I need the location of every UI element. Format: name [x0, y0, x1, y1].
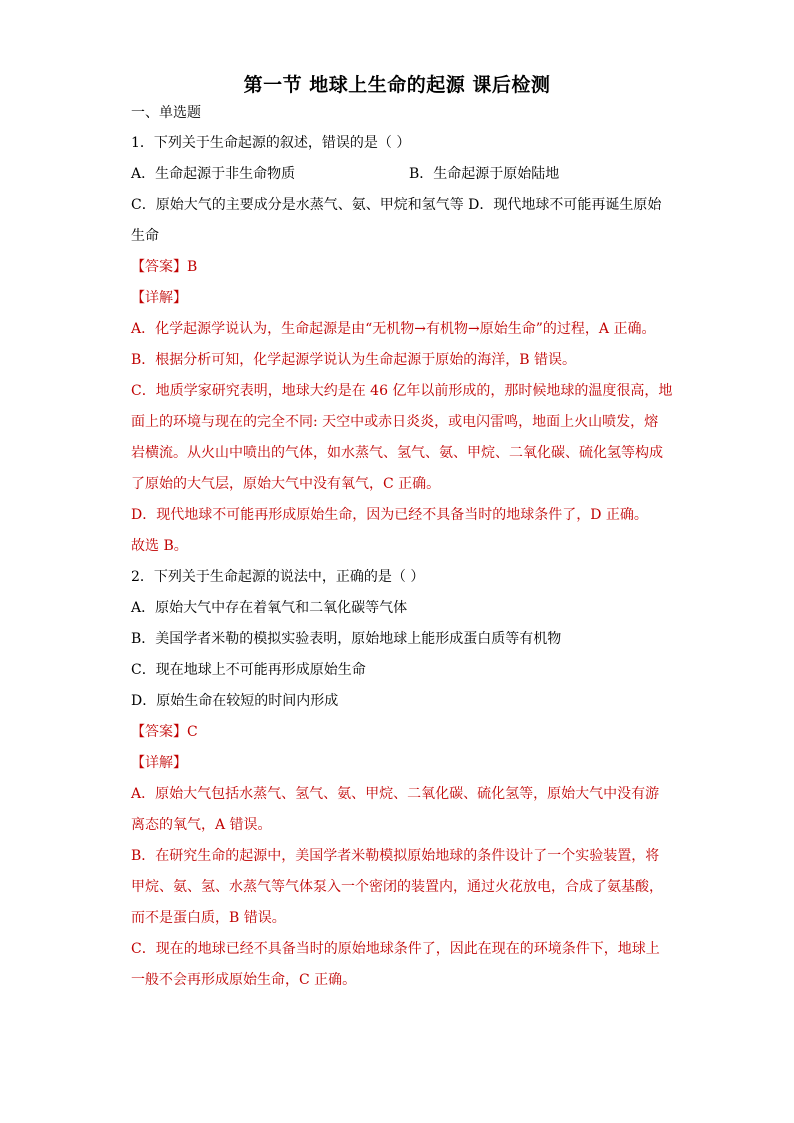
- q2-exp-line: 离态的氧气，A 错误。: [131, 817, 272, 833]
- section-heading: 一、单选题: [131, 105, 201, 121]
- q2-exp-line: 而不是蛋白质，B 错误。: [131, 910, 286, 926]
- answer-tag: 【答案】: [131, 724, 187, 740]
- answer-value: C: [187, 724, 198, 740]
- q2-option-d: D．原始生命在较短的时间内形成: [131, 693, 339, 709]
- q2-exp-line: B．在研究生命的起源中，美国学者米勒模拟原始地球的条件设计了一个实验装置，将: [131, 848, 660, 864]
- q2-exp-line: 一般不会再形成原始生命，C 正确。: [131, 972, 357, 988]
- q1-exp-line: 岩横流。从火山中喷出的气体，如水蒸气、氢气、氨、甲烷、二氧化碳、硫化氢等构成: [131, 445, 663, 461]
- q1-option-cd: C．原始大气的主要成分是水蒸气、氨、甲烷和氢气等 D．现代地球不可能再诞生原始: [131, 197, 662, 213]
- q2-answer: [131, 722, 671, 753]
- q1-option-d-cont: 生命: [131, 228, 159, 244]
- q2-option-a: A．原始大气中存在着氧气和二氧化碳等气体: [131, 600, 408, 616]
- q1-exp-line: D．现代地球不可能再形成原始生命，因为已经不具备当时的地球条件了，D 正确。: [131, 507, 648, 523]
- q2-detail-tag: 【详解】: [131, 755, 187, 771]
- q1-exp-line: B．根据分析可知，化学起源学说认为生命起源于原始的海洋，B 错误。: [131, 352, 577, 368]
- document-body: [131, 103, 671, 1001]
- answer-tag: 【答案】: [131, 259, 187, 275]
- q1-exp-line: A．化学起源学说认为，生命起源是由“无机物→有机物→原始生命”的过程，A 正确。: [131, 321, 656, 337]
- q1-answer: [131, 257, 671, 288]
- q2-exp-line: A．原始大气包括水蒸气、氢气、氨、甲烷、二氧化碳、硫化氢等，原始大气中没有游: [131, 786, 660, 802]
- q2-option-b: B．美国学者米勒的模拟实验表明，原始地球上能形成蛋白质等有机物: [131, 631, 562, 647]
- q1-exp-line: 面上的环境与现在的完全不同: 天空中或赤日炎炎，或电闪雷鸣，地面上火山喷发，熔: [131, 414, 659, 430]
- q1-detail-tag: 【详解】: [131, 290, 187, 306]
- q2-exp-line: C．现在的地球已经不具备当时的原始地球条件了，因此在现在的环境条件下，地球上: [131, 941, 660, 957]
- q1-options-ab: [131, 164, 671, 195]
- q2-exp-line: 甲烷、氨、氢、水蒸气等气体泵入一个密闭的装置内，通过火花放电，合成了氨基酸，: [131, 879, 663, 895]
- page-title: 第一节 地球上生命的起源 课后检测: [243, 74, 551, 96]
- q1-exp-line: 了原始的大气层，原始大气中没有氧气，C 正确。: [131, 476, 441, 492]
- q2-stem: 2．下列关于生命起源的说法中，正确的是（ ）: [131, 569, 425, 585]
- q1-exp-line: C．地质学家研究表明，地球大约是在 46 亿年以前形成的，那时候地球的温度很高，地: [131, 383, 673, 399]
- q1-exp-line: 故选 B。: [131, 538, 188, 554]
- answer-value: B: [187, 259, 198, 275]
- q1-stem: 1．下列关于生命起源的叙述，错误的是（ ）: [131, 135, 411, 151]
- q1-option-a: A．生命起源于非生命物质: [131, 166, 296, 182]
- q2-option-c: C．现在地球上不可能再形成原始生命: [131, 662, 366, 678]
- q1-option-b: B．生命起源于原始陆地: [409, 166, 560, 182]
